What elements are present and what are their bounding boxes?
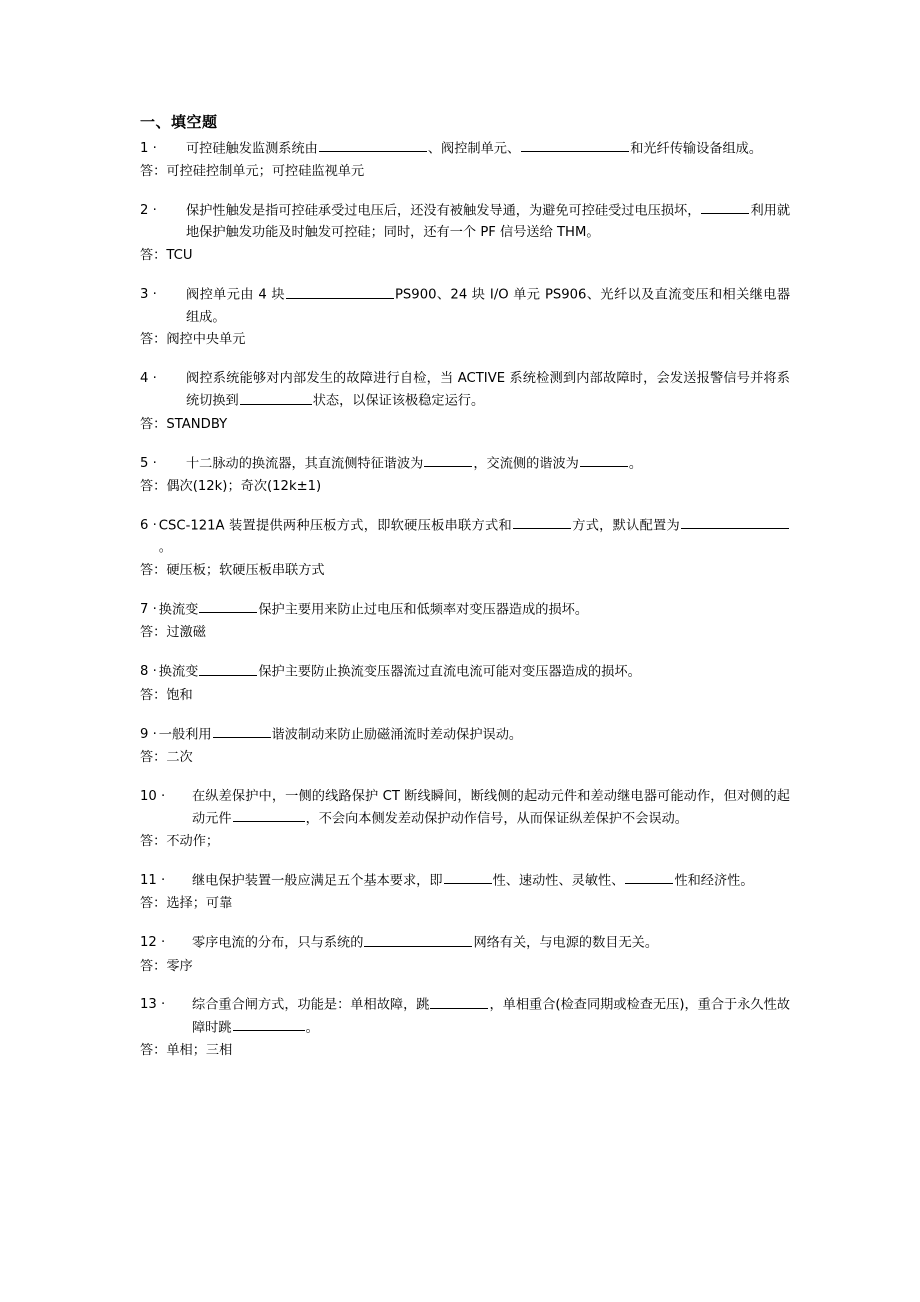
question-text-segment: 保护主要防止换流变压器流过直流电流可能对变压器造成的损坏。	[258, 664, 641, 680]
question-text-segment: 。	[628, 455, 643, 471]
question-text-segment: 谐波制动来防止励磁涌流时差动保护误动。	[271, 726, 523, 742]
fill-in-blank[interactable]	[199, 599, 257, 613]
question-line	[140, 994, 790, 1039]
question-block	[140, 786, 790, 853]
question-text-segment: 状态，以保证该极稳定运行。	[312, 393, 485, 409]
fill-in-blank[interactable]	[444, 870, 492, 884]
question-text	[186, 368, 790, 412]
question-line	[140, 284, 790, 328]
question-block	[140, 368, 790, 435]
answer-line: 答：硬压板；软硬压板串联方式	[140, 563, 325, 579]
question-line	[140, 724, 790, 746]
question-block	[140, 284, 790, 351]
question-block	[140, 200, 790, 267]
fill-in-blank[interactable]	[430, 994, 488, 1008]
question-block	[140, 599, 790, 644]
question-number: 12 ·	[140, 935, 166, 951]
fill-in-blank[interactable]	[580, 453, 628, 467]
question-text-segment: 利用就地保护触发功能及时触发可控硅；同时，还有一个 PF 信号送给 THM。	[186, 203, 791, 241]
question-block	[140, 994, 790, 1062]
question-text-segment: 保护主要用来防止过电压和低频率对变压器造成的损坏。	[258, 602, 589, 618]
fill-in-blank[interactable]	[521, 138, 629, 152]
question-number: 5 ·	[140, 455, 157, 471]
question-line	[140, 453, 790, 475]
question-text-segment: 综合重合闸方式，功能是：单相故障，跳	[192, 997, 430, 1013]
fill-in-blank[interactable]	[233, 808, 305, 822]
answer-line: 答：零序	[140, 958, 193, 974]
question-number: 6 ·	[140, 517, 157, 533]
question-text	[186, 200, 790, 244]
fill-in-blank[interactable]	[701, 200, 749, 214]
question-text-segment: ，不会向本侧发差动保护动作信号，从而保证纵差保护不会误动。	[305, 811, 688, 827]
question-line	[140, 786, 790, 830]
question-number: 10 ·	[140, 788, 166, 804]
question-text	[159, 661, 790, 683]
question-text-segment: 保护性触发是指可控硅承受过电压后，还没有被触发导通，为避免可控硅受过电压损坏，	[186, 203, 701, 219]
question-text-segment: 可控硅触发监测系统由	[186, 141, 318, 157]
question-line	[140, 661, 790, 683]
question-text-segment: 性和经济性。	[674, 873, 754, 889]
question-block	[140, 724, 790, 769]
question-line	[140, 368, 790, 412]
question-text-segment: 。	[158, 540, 172, 556]
question-number: 1 ·	[140, 140, 157, 156]
question-line	[140, 138, 790, 160]
question-text-segment: 继电保护装置一般应满足五个基本要求，即	[192, 873, 443, 889]
question-text-segment: ，交流侧的谐波为	[473, 455, 579, 471]
question-text-segment: 在纵差保护中，一侧的线路保护 CT 断线瞬间，断线侧的起动元件和差动继电器可能动作，但对侧的起动元件	[192, 788, 790, 827]
question-text-segment: 换流变	[158, 602, 199, 618]
fill-in-blank[interactable]	[240, 390, 312, 404]
question-text-segment: 网络有关，与电源的数目无关。	[473, 935, 659, 951]
fill-in-blank[interactable]	[199, 661, 257, 675]
question-text-segment: 阀控系统能够对内部发生的故障进行自检，当 ACTIVE 系统检测到内部故障时，会发送报警信号并将系统切换到	[186, 371, 790, 409]
answer-line: 答：选择；可靠	[140, 896, 233, 912]
question-text	[192, 994, 790, 1039]
answer-line: 答：可控硅控制单元；可控硅监视单元	[140, 164, 365, 180]
fill-in-blank[interactable]	[513, 515, 571, 529]
question-block	[140, 515, 790, 582]
question-text-segment: 十二脉动的换流器，其直流侧特征谐波为	[186, 455, 424, 471]
question-text-segment: 换流变	[158, 664, 199, 680]
question-text-segment: 。	[305, 1020, 319, 1036]
answer-line: 答：二次	[140, 749, 193, 765]
question-number: 8 ·	[140, 664, 157, 680]
question-text-segment: 性、速动性、灵敏性、	[492, 873, 625, 889]
fill-in-blank[interactable]	[625, 870, 673, 884]
question-block	[140, 661, 790, 706]
question-block	[140, 870, 790, 915]
answer-line: 答：阀控中央单元	[140, 332, 246, 348]
question-text	[192, 870, 790, 892]
question-line	[140, 599, 790, 621]
question-line	[140, 200, 790, 244]
question-text-segment: 方式，默认配置为	[571, 518, 681, 534]
question-number: 11 ·	[140, 872, 166, 888]
question-block	[140, 932, 790, 977]
question-text-segment: PS900、24 块 I/O 单元 PS906、光纤以及直流变压和相关继电器组成。	[186, 287, 791, 325]
page-title: 一、填空题	[140, 113, 218, 131]
question-text-segment: 、阀控制单元、	[427, 141, 521, 157]
question-text-segment: ，单相重合(检查同期或检查无压)，重合于永久性故障时跳	[192, 997, 790, 1036]
fill-in-blank[interactable]	[319, 138, 427, 152]
answer-line: 答：不动作；	[140, 834, 220, 850]
question-text-segment: CSC-121A 装置提供两种压板方式，即软硬压板串联方式和	[158, 518, 512, 534]
fill-in-blank[interactable]	[233, 1017, 305, 1031]
question-text	[192, 786, 790, 830]
answer-line: 答：TCU	[140, 248, 193, 264]
answer-line: 答：偶次(12k)；奇次(12k±1)	[140, 478, 322, 494]
fill-in-blank[interactable]	[286, 284, 394, 298]
question-text	[192, 932, 790, 954]
question-block	[140, 138, 790, 183]
question-text-segment: 阀控单元由 4 块	[186, 287, 285, 303]
answer-line: 答：饱和	[140, 687, 193, 703]
answer-line: 答：单相；三相	[140, 1043, 233, 1059]
question-text	[159, 724, 790, 746]
fill-in-blank[interactable]	[681, 515, 789, 529]
question-list	[140, 138, 790, 1062]
fill-in-blank[interactable]	[364, 932, 472, 946]
question-number: 2 ·	[140, 203, 157, 219]
question-text	[186, 453, 790, 475]
fill-in-blank[interactable]	[424, 453, 472, 467]
question-number: 4 ·	[140, 371, 157, 387]
question-text	[159, 515, 790, 559]
question-line	[140, 870, 790, 892]
fill-in-blank[interactable]	[213, 724, 271, 738]
question-number: 13 ·	[140, 997, 166, 1013]
question-text-segment: 一般利用	[158, 726, 212, 742]
question-text-segment: 零序电流的分布，只与系统的	[192, 935, 364, 951]
question-number: 3 ·	[140, 287, 157, 303]
question-block	[140, 453, 790, 498]
question-line	[140, 932, 790, 954]
question-text	[186, 284, 790, 328]
question-number: 9 ·	[140, 726, 157, 742]
question-text	[186, 138, 790, 160]
answer-line: 答：过激磁	[140, 625, 206, 641]
answer-line: 答：STANDBY	[140, 416, 228, 432]
question-text	[159, 599, 790, 621]
question-text-segment: 和光纤传输设备组成。	[630, 141, 763, 157]
question-line	[140, 515, 790, 559]
question-number: 7 ·	[140, 601, 157, 617]
